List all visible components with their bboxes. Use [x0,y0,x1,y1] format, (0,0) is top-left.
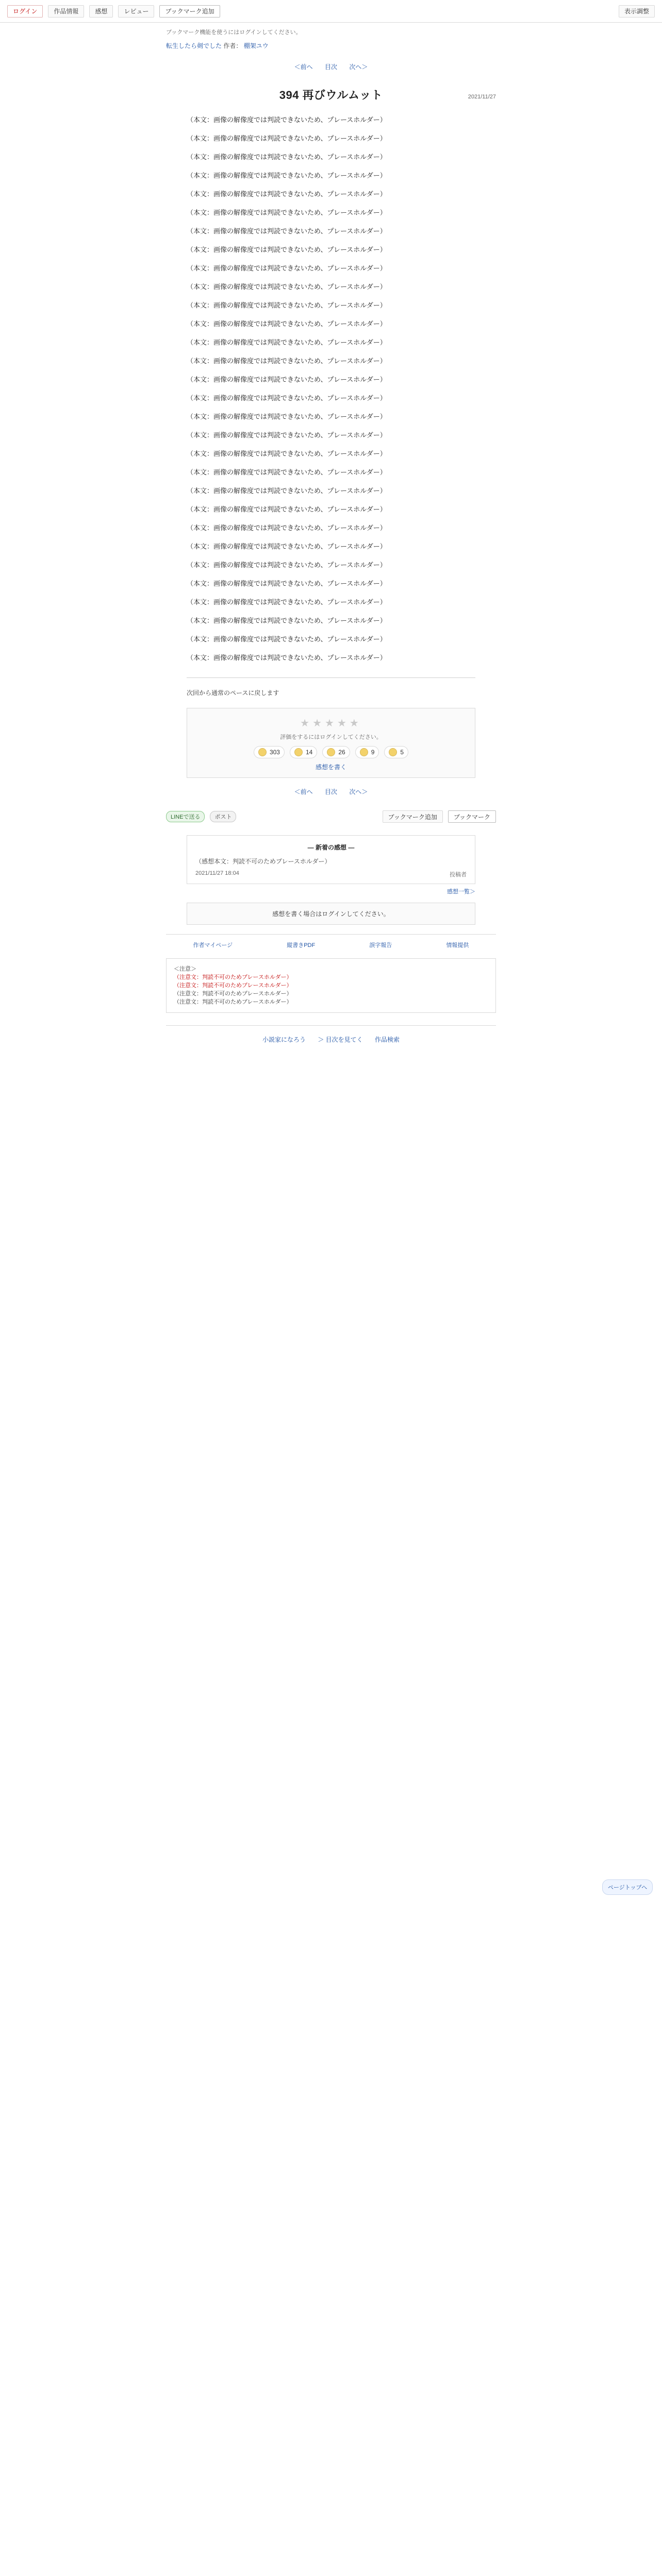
toc-link[interactable]: 目次 [324,63,337,71]
write-impression-link[interactable]: 感想を書く [315,764,346,771]
bookmark-login-note: ブックマーク機能を使うにはログインしてください。 [166,29,302,36]
feel-button[interactable]: 感想 [89,5,113,18]
afterword: 次回から通常のペースに戻します [187,689,279,697]
paragraph: （本文：画像の解像度では判読できないため、プレースホルダー） [187,413,387,421]
reaction-row [195,746,467,758]
paragraph: （本文：画像の解像度では判読できないため、プレースホルダー） [187,432,387,439]
share-and-bookmark-row [166,802,496,828]
reaction-warm[interactable] [290,746,317,758]
bottom-nav [166,934,496,949]
paragraph: （本文：画像の解像度では判読できないため、プレースホルダー） [187,116,387,124]
paragraph: （本文：画像の解像度では判読できないため、プレースホルダー） [187,487,387,495]
paragraph: （本文：画像の解像度では判読できないため、プレースホルダー） [187,562,387,569]
breadcrumb-work-link[interactable]: 転生したら剣でした [166,42,222,49]
chapter-content [187,115,475,708]
paragraph: （本文：画像の解像度では判読できないため、プレースホルダー） [187,265,387,273]
typo-report-link[interactable]: 誤字報告 [369,942,392,948]
site-home-link[interactable]: 小説家になろう [262,1036,306,1043]
latest-review-date: 2021/11/27 18:04 [195,870,239,876]
main-wrapper [166,23,496,802]
reaction-count: 9 [371,749,375,756]
paragraph: （本文：画像の解像度では判読できないため、プレースホルダー） [187,358,387,365]
author-mypage-link[interactable]: 作者マイページ [193,942,233,948]
reaction-count: 303 [269,749,280,756]
review-button[interactable]: レビュー [118,5,154,18]
latest-reviews-card [187,835,475,884]
chapter-title: 394 再びウルムット [279,89,383,101]
latest-review-author: 投稿者 [450,872,467,878]
paragraph: （本文：画像の解像度では判読できないため、プレースホルダー） [187,654,387,662]
paragraph: （本文：画像の解像度では判読できないため、プレースホルダー） [187,191,387,198]
reaction-count: 26 [338,749,345,756]
share-line-button[interactable]: LINEで送る [166,811,205,822]
paragraph: （本文：画像の解像度では判読できないため、プレースホルダー） [187,339,387,347]
breadcrumb-author-link[interactable]: 棚架ユウ [243,42,269,49]
paragraph: （本文：画像の解像度では判読できないため、プレースホルダー） [187,543,387,551]
paragraph: （本文：画像の解像度では判読できないため、プレースホルダー） [187,599,387,606]
paragraph: （本文：画像の解像度では判読できないため、プレースホルダー） [187,283,387,291]
prev-link[interactable]: ＜前へ [294,63,313,71]
reaction-cheer[interactable] [384,746,408,758]
paragraph: （本文：画像の解像度では判読できないため、プレースホルダー） [187,617,387,625]
reaction-surprise[interactable] [322,746,350,758]
smile-icon [294,748,303,756]
posted-date: 2021/11/27 [468,94,496,100]
caution-line: （注意文：判読不可のためプレースホルダー） [174,991,292,997]
paragraph: （本文：画像の解像度では判読できないため、プレースホルダー） [187,172,387,180]
bookmark-tools [383,810,496,823]
reaction-count: 5 [400,749,404,756]
content-divider [187,677,475,678]
bookmark-add-button[interactable]: ブックマーク追加 [383,810,443,823]
next-link[interactable]: 次へ＞ [349,63,368,71]
toc-footer-link[interactable]: ＞ 目次を見てく [318,1036,363,1043]
caution-line: （注意文：判読不可のためプレースホルダー） [174,999,292,1005]
chapter-nav-bottom [166,778,496,802]
paragraph: （本文：画像の解像度では判読できないため、プレースホルダー） [187,302,387,310]
reaction-like[interactable] [254,746,285,758]
prev-link-bottom[interactable]: ＜前へ [294,788,313,795]
paragraph: （本文：画像の解像度では判読できないため、プレースホルダー） [187,506,387,514]
next-link-bottom[interactable]: 次へ＞ [349,788,368,795]
share-post-button[interactable]: ポスト [210,811,236,822]
caution-line: （注意文：判読不可のためプレースホルダー） [174,982,292,989]
caution-box [166,958,496,1013]
rating-box [187,708,475,778]
bookmark-add-pill[interactable]: ブックマーク追加 [159,5,220,18]
works-info-button[interactable]: 作品情報 [48,5,84,18]
latest-review-body: （感想本文：判読不可のためプレースホルダー） [195,858,331,865]
search-works-link[interactable]: 作品検索 [375,1036,400,1043]
info-provide-link[interactable]: 情報提供 [446,942,469,948]
paragraph: （本文：画像の解像度では判読できないため、プレースホルダー） [187,320,387,328]
cheer-icon [389,748,397,756]
paragraph: （本文：画像の解像度では判読できないため、プレースホルダー） [187,154,387,161]
login-button[interactable]: ログイン [7,5,43,18]
chapter-nav-top [166,56,496,77]
paragraph: （本文：画像の解像度では判読できないため、プレースホルダー） [187,450,387,458]
surprise-icon [327,748,335,756]
paragraph: （本文：画像の解像度では判読できないため、プレースホルダー） [187,469,387,477]
breadcrumb-author-label: 作者： [223,42,242,49]
breadcrumb [166,36,496,56]
display-settings-button[interactable]: 表示調整 [619,5,655,18]
paragraph: （本文：画像の解像度では判読できないため、プレースホルダー） [187,376,387,384]
thumbs-up-icon [258,748,267,756]
paragraph: （本文：画像の解像度では判読できないため、プレースホルダー） [187,395,387,402]
latest-review-meta [195,870,467,878]
rating-login-note: 評価をするにはログインしてください。 [280,734,382,740]
caution-title: ＜注意＞ [174,966,196,972]
top-bar [0,0,662,23]
paragraph: （本文：画像の解像度では判読できないため、プレースホルダー） [187,135,387,143]
reviews-more [187,887,475,895]
pdf-link[interactable]: 縦書きPDF [287,942,316,948]
footer-links [166,1025,496,1059]
latest-reviews-title: ― 新着の感想 ― [307,844,355,851]
write-impression-link-wrap [195,762,467,771]
login-to-write-box[interactable]: 感想を書く場合はログインしてください。 [187,903,475,925]
laugh-icon [360,748,368,756]
caution-line: （注意文：判読不可のためプレースホルダー） [174,974,292,980]
star-rating[interactable]: ★★★★★ [300,718,362,729]
paragraph: （本文：画像の解像度では判読できないため、プレースホルダー） [187,524,387,532]
paragraph: （本文：画像の解像度では判読できないため、プレースホルダー） [187,228,387,235]
reviews-more-link[interactable]: 感想一覧＞ [447,889,475,895]
reaction-laugh[interactable] [355,746,379,758]
page-top-button[interactable]: ページトップへ [602,1879,653,1895]
paragraph: （本文：画像の解像度では判読できないため、プレースホルダー） [187,209,387,217]
bookmark-button[interactable]: ブックマーク [448,810,496,823]
reaction-count: 14 [305,749,313,756]
paragraph: （本文：画像の解像度では判読できないため、プレースホルダー） [187,580,387,588]
paragraph: （本文：画像の解像度では判読できないため、プレースホルダー） [187,246,387,254]
paragraph: （本文：画像の解像度では判読できないため、プレースホルダー） [187,636,387,643]
toc-link-bottom[interactable]: 目次 [324,788,337,795]
